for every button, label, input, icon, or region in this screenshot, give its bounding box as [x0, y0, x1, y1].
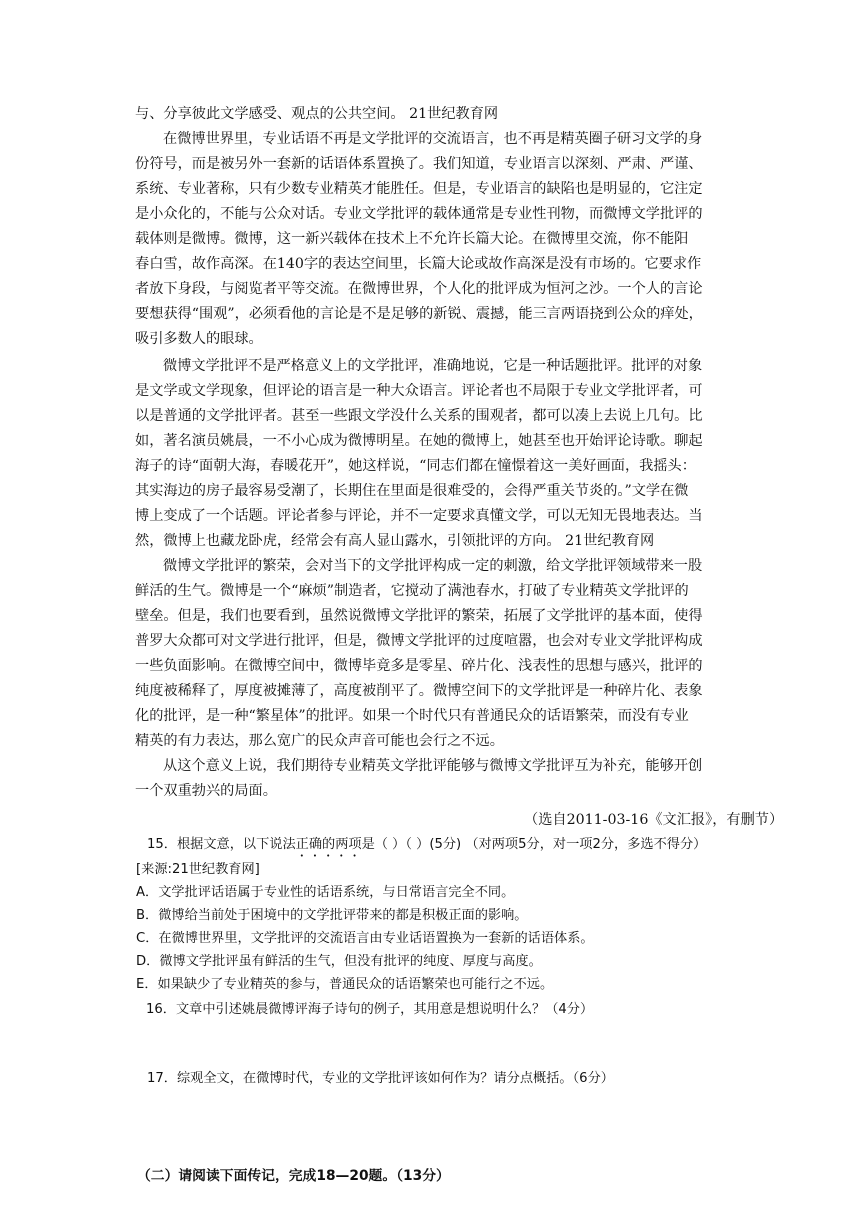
article-line: 系统、专业著称，只有少数专业精英才能胜任。但是，专业语言的缺陷也是明显的，它注定 [135, 181, 703, 197]
article-line: 与、分享彼此文学感受、观点的公共空间。 21世纪教育网 [135, 106, 499, 122]
article-line: 者放下身段，与阅览者平等交流。在微博世界，个人化的批评成为恒河之沙。一个人的言论 [135, 281, 703, 297]
article-line: 是文学或文学现象，但评论的语言是一种大众语言。评论者也不局限于专业文学批评者，可 [135, 383, 703, 399]
article-line: 海子的诗“面朝大海，春暖花开”，她这样说，“同志们都在憧憬着这一美好画面，我摇头： [135, 458, 696, 474]
article-line: 载体则是微博。微博，这一新兴载体在技术上不允许长篇大论。在微博里交流，你不能阳 [135, 231, 689, 247]
article-line: 精英的有力表达，那么宽广的民众声音可能也会行之不远。 [135, 733, 504, 749]
article-line: 以是普通的文学批评者。甚至一些跟文学没什么关系的围观者，都可以凑上去说上几句。比 [135, 408, 703, 424]
question-15-prefix: 15．根据文意，以下说法 [147, 837, 296, 852]
question-15-suffix: 是（ ）（ ）(5分) （对两项5分，对一项2分，多选不得分） [361, 837, 707, 852]
question-15-option-e: E．如果缺少了专业精英的参与，普通民众的话语繁荣也可能行之不远。 [136, 977, 554, 992]
article-line: 春白雪，故作高深。在140字的表达空间里，长篇大论或故作高深是没有市场的。它要求作 [135, 256, 702, 272]
article-line: 化的批评，是一种“繁星体”的批评。如果一个时代只有普通民众的话语繁荣，而没有专业 [135, 708, 689, 724]
question-15-emphasis: 正确的两项 [295, 837, 362, 852]
article-line: 壁垒。但是，我们也要看到，虽然说微博文学批评的繁荣，拓展了文学批评的基本面，使得 [135, 608, 703, 624]
article-line: 微博文学批评不是严格意义上的文学批评，准确地说，它是一种话题批评。批评的对象 [163, 358, 703, 374]
question-17: 17．综观全文，在微博时代，专业的文学批评该如何作为？请分点概括。（6分） [147, 1071, 614, 1086]
article-line: 一些负面影响。在微博空间中，微博毕竟多是零星、碎片化、浅表性的思想与感兴，批评的 [135, 658, 703, 674]
question-15 [147, 835, 747, 860]
article-line: 一个双重勃兴的局面。 [135, 783, 277, 799]
article-source: （选自2011-03-16《文汇报》，有删节） [524, 812, 784, 828]
question-15-option-c: C．在微博世界里，文学批评的交流语言由专业话语置换为一套新的话语体系。 [136, 931, 594, 946]
article-line: 从这个意义上说，我们期待专业精英文学批评能够与微博文学批评互为补充，能够开创 [163, 758, 703, 774]
article-line: 吸引多数人的眼球。 [135, 331, 263, 347]
question-15-option-a: A．文学批评话语属于专业性的话语系统，与日常语言完全不同。 [136, 885, 515, 900]
article-line: 其实海边的房子最容易受潮了，长期住在里面是很难受的，会得严重关节炎的。”文学在微 [135, 483, 689, 499]
article-line: 在微博世界里，专业话语不再是文学批评的交流语言，也不再是精英圈子研习文学的身 [163, 131, 703, 147]
article-line: 普罗大众都可对文学进行批评，但是，微博文学批评的过度喧嚣，也会对专业文学批评构成 [135, 633, 703, 649]
question-15-option-d: D．微博文学批评虽有鲜活的生气，但没有批评的纯度、厚度与高度。 [136, 954, 542, 969]
article-line: 份符号，而是被另外一套新的话语体系置换了。我们知道，专业语言以深刻、严肃、严谨、 [135, 156, 703, 172]
article-line: 要想获得“围观”，必须看他的言论是不是足够的新锐、震撼，能三言两语挠到公众的痒处， [135, 306, 703, 322]
question-15-source-note: [来源:21世纪教育网] [136, 862, 260, 877]
article-line: 然，微博上也藏龙卧虎，经常会有高人显山露水，引领批评的方向。 21世纪教育网 [135, 533, 655, 549]
article-line: 博上变成了一个话题。评论者参与评论，并不一定要求真懂文学，可以无知无畏地表达。当 [135, 508, 703, 524]
article-line: 纯度被稀释了，厚度被摊薄了，高度被削平了。微博空间下的文学批评是一种碎片化、表象 [135, 683, 703, 699]
question-15-option-b: B．微博给当前处于困境中的文学批评带来的都是积极正面的影响。 [136, 908, 528, 923]
section-2-heading: （二）请阅读下面传记，完成18—20题。（13分） [137, 1168, 450, 1184]
article-line: 是小众化的，不能与公众对话。专业文学批评的载体通常是专业性刊物，而微博文学批评的 [135, 206, 703, 222]
question-16: 16．文章中引述姚晨微博评海子诗句的例子，其用意是想说明什么？（4分） [146, 1002, 594, 1017]
article-line: 微博文学批评的繁荣，会对当下的文学批评构成一定的刺激，给文学批评领域带来一股 [163, 558, 703, 574]
article-line: 鲜活的生气。微博是一个“麻烦”制造者，它搅动了满池春水，打破了专业精英文学批评的 [135, 583, 689, 599]
article-line: 如，著名演员姚晨，一不小心成为微博明星。在她的微博上，她甚至也开始评论诗歌。聊起 [135, 433, 703, 449]
